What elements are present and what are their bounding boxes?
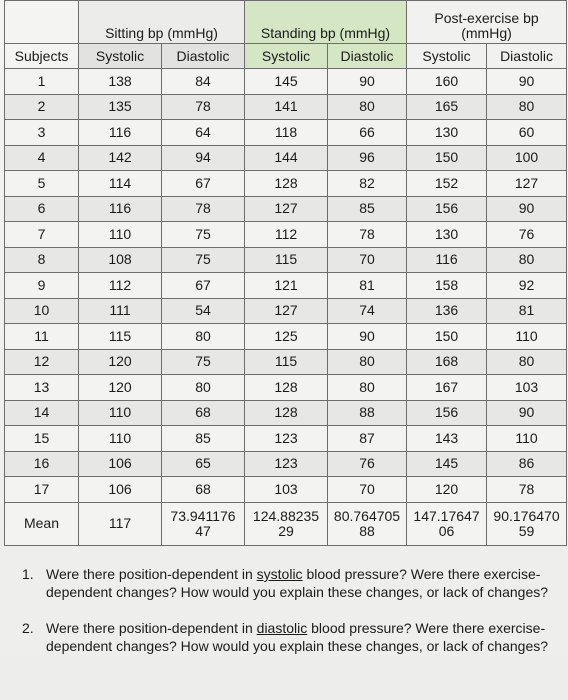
mean-value-line1: 73.941176 [170,507,236,524]
post-exercise-systolic-cell: 160 [407,69,487,95]
subject-cell: 9 [5,273,79,299]
standing-systolic-cell: 123 [245,451,328,477]
subjects-header: Subjects [5,44,79,69]
standing-systolic-cell: 115 [245,349,328,375]
standing-systolic-cell: 112 [245,222,328,248]
standing-systolic-cell: 125 [245,324,328,350]
sitting-diastolic-cell: 54 [162,298,245,324]
sitting-systolic-cell: 114 [79,171,162,197]
standing-systolic-cell: 115 [245,247,328,273]
mean-post-exercise-systolic-cell [407,502,487,545]
post-exercise-diastolic-cell: 80 [487,94,567,120]
sitting-systolic-cell: 135 [79,94,162,120]
question-text-after: blood pressure? Were there exercise-dependent changes? How would you explain these changes, or lack of changes? [46,566,549,600]
subject-cell: 8 [5,247,79,273]
table-row [5,145,567,171]
standing-systolic-cell: 128 [245,171,328,197]
sitting-diastolic-cell: 78 [162,196,245,222]
standing-systolic-cell: 128 [245,400,328,426]
mean-sitting-systolic-cell [79,502,162,545]
sitting-bp-header: Sitting bp (mmHg) [79,1,245,44]
post-exercise-diastolic-cell: 127 [487,171,567,197]
post-exercise-diastolic-cell: 80 [487,349,567,375]
subject-cell: 17 [5,477,79,503]
sitting-systolic-cell: 106 [79,477,162,503]
mean-value-line2: 29 [278,522,294,539]
mean-value-line1: 80.764705 [333,507,401,524]
mean-value-line2: 06 [438,522,455,539]
table-row [5,349,567,375]
standing-diastolic-cell: 88 [328,400,407,426]
post-exercise-systolic-cell: 116 [407,247,487,273]
sitting-systolic-cell: 108 [79,247,162,273]
standing-diastolic-cell: 81 [328,273,407,299]
standing-diastolic-cell: 80 [328,349,407,375]
question-number: 2. [22,620,34,636]
mean-value-line2: 47 [195,522,211,539]
standing-systolic-header: Systolic [245,44,328,69]
sitting-diastolic-header: Diastolic [162,44,245,69]
post-exercise-systolic-cell: 150 [407,145,487,171]
post-exercise-systolic-cell: 145 [407,451,487,477]
sitting-diastolic-cell: 80 [162,375,245,401]
sitting-diastolic-cell: 68 [162,477,245,503]
sitting-diastolic-cell: 85 [162,426,245,452]
sitting-systolic-cell: 115 [79,324,162,350]
mean-value-line1: 124.88235 [252,507,320,524]
blank-corner-cell [5,1,79,44]
sitting-diastolic-cell: 94 [162,145,245,171]
sitting-systolic-cell: 120 [79,349,162,375]
question-list [22,565,562,673]
table-row [5,120,567,146]
sitting-systolic-cell: 120 [79,375,162,401]
post-exercise-diastolic-cell: 90 [487,69,567,95]
table-row [5,400,567,426]
table-row [5,477,567,503]
post-exercise-systolic-cell: 167 [407,375,487,401]
standing-diastolic-cell: 80 [328,94,407,120]
standing-diastolic-cell: 80 [328,375,407,401]
post-exercise-systolic-cell: 165 [407,94,487,120]
question-underlined-term: systolic [256,566,303,582]
subject-cell: 10 [5,298,79,324]
standing-diastolic-cell: 78 [328,222,407,248]
subject-cell: 6 [5,196,79,222]
post-exercise-systolic-cell: 136 [407,298,487,324]
standing-diastolic-cell: 90 [328,69,407,95]
subheader-row [5,44,567,69]
standing-diastolic-cell: 66 [328,120,407,146]
standing-bp-header: Standing bp (mmHg) [245,1,407,44]
question-text-after: blood pressure? Were there exercise-dependent changes? How would you explain these changes, or lack of changes? [46,620,549,654]
sitting-diastolic-cell: 75 [162,222,245,248]
standing-diastolic-cell: 96 [328,145,407,171]
post-exercise-systolic-cell: 158 [407,273,487,299]
post-exercise-diastolic-cell: 110 [487,324,567,350]
sitting-systolic-cell: 106 [79,451,162,477]
question-text-before: Were there position-dependent in [46,566,257,582]
post-exercise-systolic-cell: 130 [407,120,487,146]
sitting-systolic-cell: 111 [79,298,162,324]
table-row [5,171,567,197]
post-exercise-systolic-cell: 168 [407,349,487,375]
standing-systolic-cell: 128 [245,375,328,401]
mean-row [5,502,567,545]
question-text [46,619,562,655]
subject-cell: 14 [5,400,79,426]
post-exercise-header-line2: (mmHg) [461,25,512,41]
subject-cell: 7 [5,222,79,248]
sitting-diastolic-cell: 84 [162,69,245,95]
post-exercise-systolic-cell: 156 [407,196,487,222]
standing-systolic-cell: 145 [245,69,328,95]
sitting-diastolic-cell: 80 [162,324,245,350]
mean-standing-diastolic-cell [328,502,407,545]
standing-systolic-cell: 144 [245,145,328,171]
standing-diastolic-cell: 90 [328,324,407,350]
subject-cell: 5 [5,171,79,197]
sitting-systolic-cell: 116 [79,196,162,222]
post-exercise-diastolic-cell: 100 [487,145,567,171]
standing-diastolic-cell: 85 [328,196,407,222]
table-row [5,298,567,324]
blood-pressure-table [4,0,567,546]
table-row [5,324,567,350]
group-header-row [5,1,567,44]
standing-diastolic-cell: 87 [328,426,407,452]
question-text [46,565,562,601]
question-2 [22,619,562,655]
table-row [5,426,567,452]
question-text-before: Were there position-dependent in [46,620,257,636]
question-underlined-term: diastolic [256,620,308,636]
subject-cell: 4 [5,145,79,171]
post-exercise-systolic-cell: 152 [407,171,487,197]
sitting-systolic-cell: 142 [79,145,162,171]
standing-systolic-cell: 123 [245,426,328,452]
standing-diastolic-cell: 74 [328,298,407,324]
sitting-systolic-header: Systolic [79,44,162,69]
mean-standing-systolic-cell [245,502,328,545]
mean-value-line2: 88 [359,522,375,539]
standing-diastolic-cell: 70 [328,247,407,273]
post-exercise-diastolic-cell: 81 [487,298,567,324]
sitting-systolic-cell: 110 [79,222,162,248]
sitting-systolic-cell: 112 [79,273,162,299]
sitting-diastolic-cell: 65 [162,451,245,477]
post-exercise-diastolic-cell: 60 [487,120,567,146]
post-exercise-diastolic-cell: 90 [487,400,567,426]
subject-cell: 1 [5,69,79,95]
question-1 [22,565,562,601]
standing-systolic-cell: 118 [245,120,328,146]
sitting-systolic-cell: 138 [79,69,162,95]
table-row [5,196,567,222]
table-row [5,375,567,401]
post-exercise-systolic-cell: 120 [407,477,487,503]
sitting-systolic-cell: 116 [79,120,162,146]
post-exercise-header-line1: Post-exercise bp [434,10,539,26]
post-exercise-diastolic-cell: 90 [487,196,567,222]
post-exercise-systolic-header: Systolic [407,44,487,69]
post-exercise-bp-header [407,1,567,44]
post-exercise-systolic-cell: 150 [407,324,487,350]
post-exercise-diastolic-cell: 103 [487,375,567,401]
standing-systolic-cell: 127 [245,196,328,222]
sitting-diastolic-cell: 75 [162,349,245,375]
subject-cell: 3 [5,120,79,146]
subject-cell: 2 [5,94,79,120]
post-exercise-diastolic-cell: 78 [487,477,567,503]
sitting-diastolic-cell: 78 [162,94,245,120]
table-row [5,222,567,248]
sitting-diastolic-cell: 75 [162,247,245,273]
post-exercise-diastolic-cell: 76 [487,222,567,248]
mean-value-line1: 90.176470 [493,507,560,524]
sitting-systolic-cell: 110 [79,426,162,452]
standing-systolic-cell: 127 [245,298,328,324]
post-exercise-systolic-cell: 130 [407,222,487,248]
sitting-diastolic-cell: 68 [162,400,245,426]
subject-cell: 13 [5,375,79,401]
mean-value-line2: 59 [518,522,535,539]
standing-diastolic-cell: 70 [328,477,407,503]
sitting-systolic-cell: 110 [79,400,162,426]
post-exercise-systolic-cell: 156 [407,400,487,426]
post-exercise-diastolic-cell: 86 [487,451,567,477]
standing-systolic-cell: 141 [245,94,328,120]
sitting-diastolic-cell: 67 [162,171,245,197]
post-exercise-diastolic-cell: 92 [487,273,567,299]
subject-cell: 15 [5,426,79,452]
mean-label: Mean [5,502,79,545]
post-exercise-diastolic-cell: 80 [487,247,567,273]
table-row [5,451,567,477]
table-row [5,94,567,120]
subject-cell: 11 [5,324,79,350]
sitting-diastolic-cell: 67 [162,273,245,299]
standing-systolic-cell: 103 [245,477,328,503]
sitting-diastolic-cell: 64 [162,120,245,146]
table-row [5,247,567,273]
subject-cell: 12 [5,349,79,375]
post-exercise-systolic-cell: 143 [407,426,487,452]
mean-value-line1: 147.17647 [413,507,480,524]
post-exercise-diastolic-cell: 110 [487,426,567,452]
subject-cell: 16 [5,451,79,477]
standing-diastolic-cell: 82 [328,171,407,197]
mean-sitting-diastolic-cell [162,502,245,545]
question-number: 1. [22,566,34,582]
table-row [5,273,567,299]
mean-post-exercise-diastolic-cell [487,502,567,545]
table-row [5,69,567,95]
standing-systolic-cell: 121 [245,273,328,299]
standing-diastolic-header: Diastolic [328,44,407,69]
mean-value-line1: 117 [108,515,132,531]
post-exercise-diastolic-header: Diastolic [487,44,567,69]
standing-diastolic-cell: 76 [328,451,407,477]
